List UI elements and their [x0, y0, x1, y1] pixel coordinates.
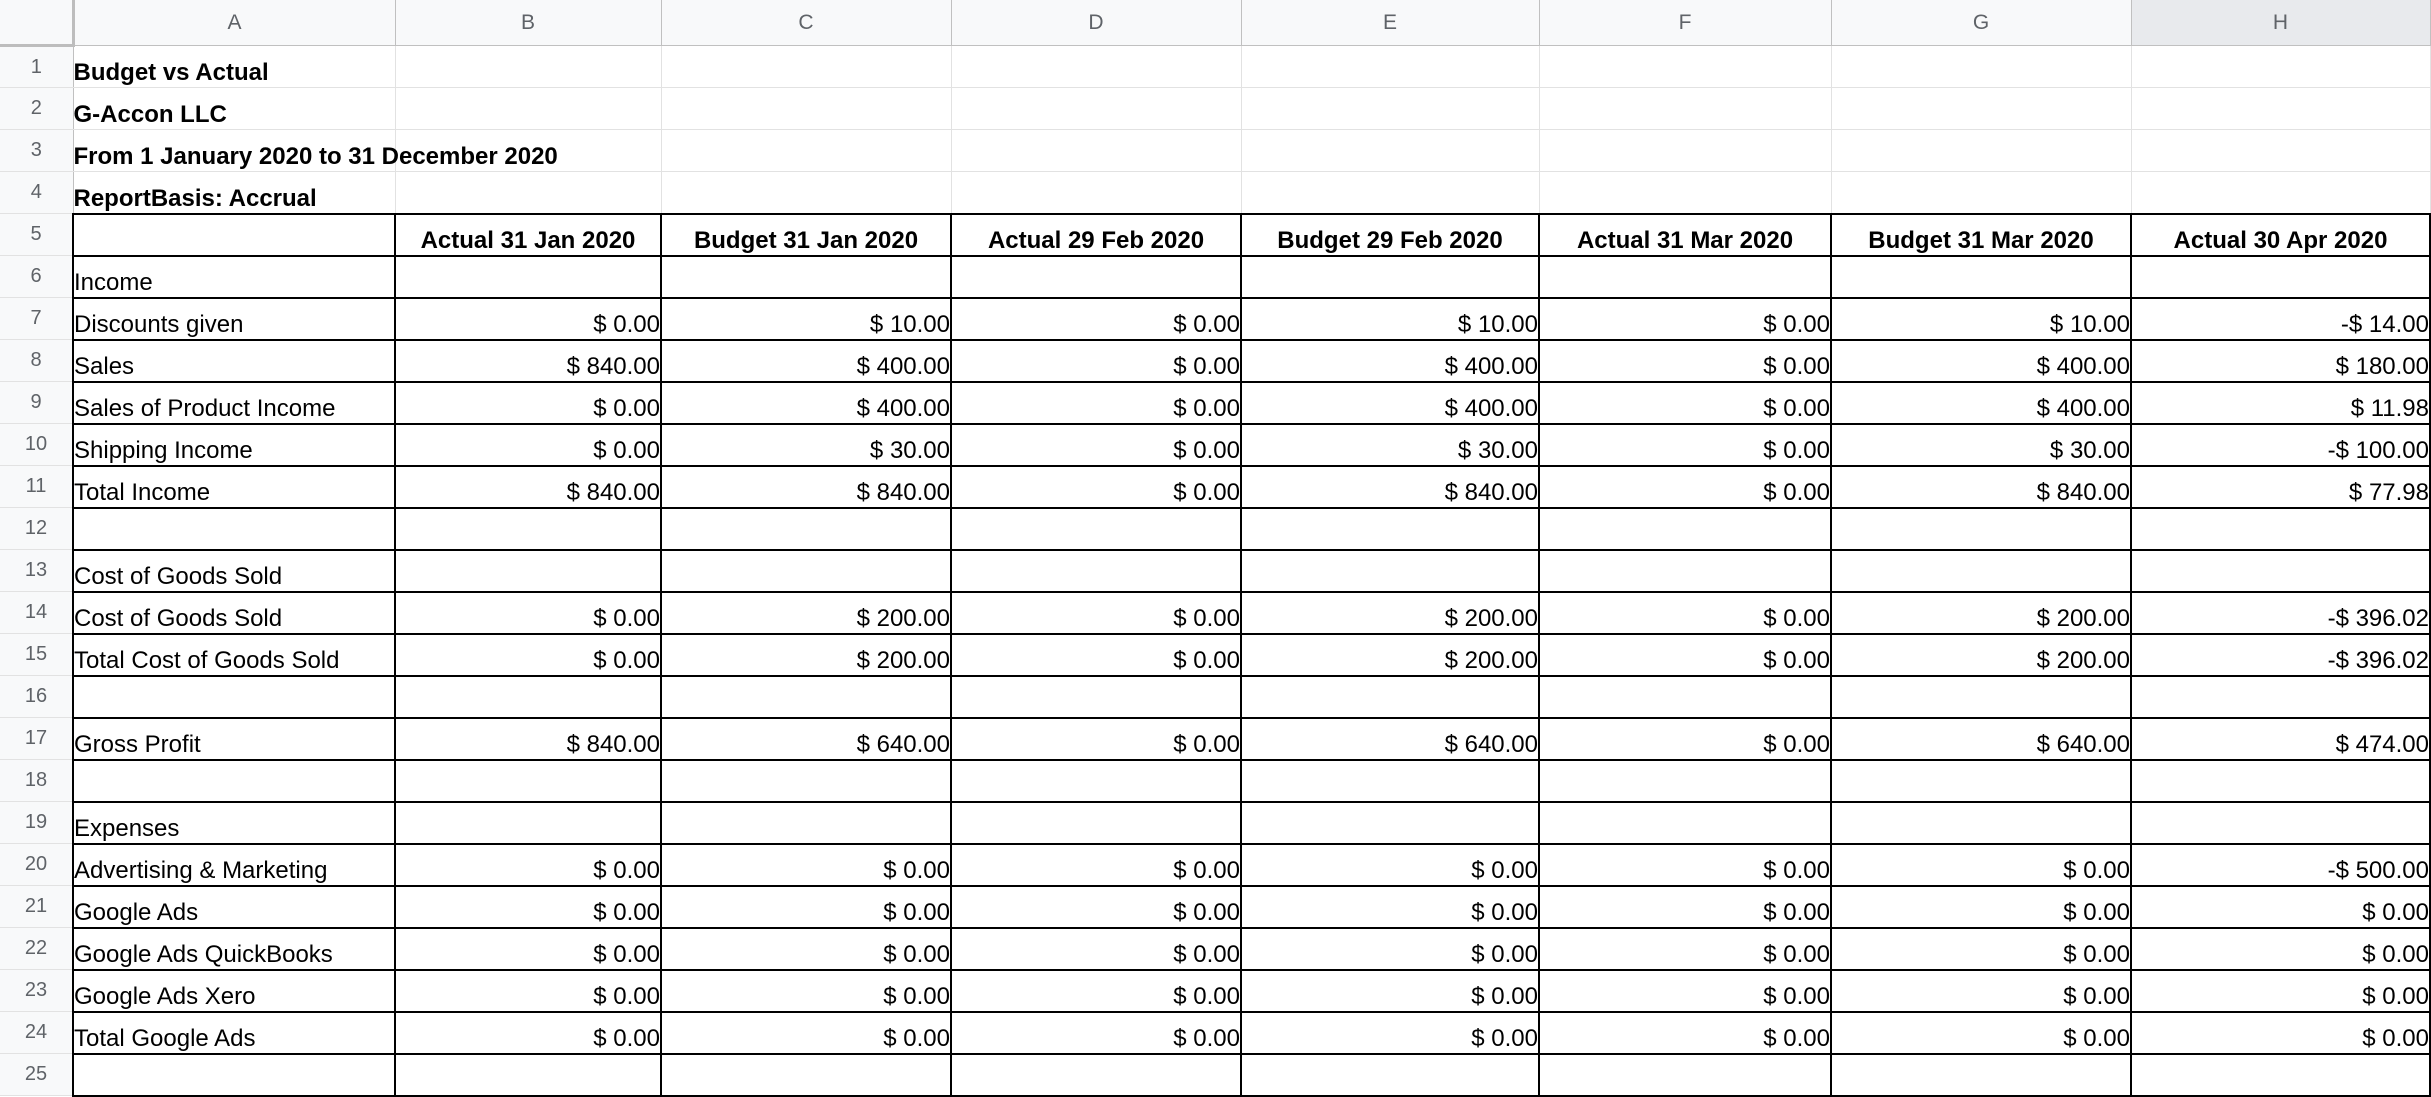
- cell-h18[interactable]: [2131, 760, 2430, 802]
- row-header[interactable]: 25: [0, 1054, 73, 1096]
- cell-a2[interactable]: G-Accon LLC: [73, 88, 395, 130]
- cell-e15[interactable]: $ 200.00: [1241, 634, 1539, 676]
- cell-c8[interactable]: $ 400.00: [661, 340, 951, 382]
- cell-b20[interactable]: $ 0.00: [395, 844, 661, 886]
- table-row: [0, 676, 2430, 718]
- row-header[interactable]: 15: [0, 634, 73, 676]
- cell-e4[interactable]: [1241, 172, 1539, 214]
- cell-a1[interactable]: Budget vs Actual: [73, 46, 395, 88]
- table-row: [0, 172, 2430, 214]
- table-row: [0, 424, 2430, 466]
- table-row: [0, 88, 2430, 130]
- table-row: [0, 214, 2430, 256]
- cell-f21[interactable]: $ 0.00: [1539, 886, 1831, 928]
- cell-a10[interactable]: Shipping Income: [73, 424, 395, 466]
- table-row: [0, 382, 2430, 424]
- cell-h15[interactable]: -$ 396.02: [2131, 634, 2430, 676]
- cell-e14[interactable]: $ 200.00: [1241, 592, 1539, 634]
- row-header[interactable]: 13: [0, 550, 73, 592]
- cell-c17[interactable]: $ 640.00: [661, 718, 951, 760]
- cell-g19[interactable]: [1831, 802, 2131, 844]
- cell-c25[interactable]: [661, 1054, 951, 1096]
- table-row: [0, 508, 2430, 550]
- cell-b18[interactable]: [395, 760, 661, 802]
- cell-h6[interactable]: [2131, 256, 2430, 298]
- cell-f9[interactable]: $ 0.00: [1539, 382, 1831, 424]
- cell-e23[interactable]: $ 0.00: [1241, 970, 1539, 1012]
- cell-a14[interactable]: Cost of Goods Sold: [73, 592, 395, 634]
- row-header[interactable]: 10: [0, 424, 73, 466]
- cell-c15[interactable]: $ 200.00: [661, 634, 951, 676]
- cell-g7[interactable]: $ 10.00: [1831, 298, 2131, 340]
- cell-c7[interactable]: $ 10.00: [661, 298, 951, 340]
- table-row: [0, 928, 2430, 970]
- cell-e8[interactable]: $ 400.00: [1241, 340, 1539, 382]
- cell-f8[interactable]: $ 0.00: [1539, 340, 1831, 382]
- cell-g13[interactable]: [1831, 550, 2131, 592]
- cell-h11[interactable]: $ 77.98: [2131, 466, 2430, 508]
- cell-h19[interactable]: [2131, 802, 2430, 844]
- cell-c18[interactable]: [661, 760, 951, 802]
- column-header-g[interactable]: G: [1831, 0, 2131, 46]
- cell-b15[interactable]: $ 0.00: [395, 634, 661, 676]
- cell-d1[interactable]: [951, 46, 1241, 88]
- row-header[interactable]: 19: [0, 802, 73, 844]
- cell-a11[interactable]: Total Income: [73, 466, 395, 508]
- cell-f10[interactable]: $ 0.00: [1539, 424, 1831, 466]
- cell-c20[interactable]: $ 0.00: [661, 844, 951, 886]
- cell-c16[interactable]: [661, 676, 951, 718]
- cell-c9[interactable]: $ 400.00: [661, 382, 951, 424]
- cell-c12[interactable]: [661, 508, 951, 550]
- cell-e13[interactable]: [1241, 550, 1539, 592]
- table-row: [0, 718, 2430, 760]
- cell-e17[interactable]: $ 640.00: [1241, 718, 1539, 760]
- cell-e20[interactable]: $ 0.00: [1241, 844, 1539, 886]
- table-row: [0, 970, 2430, 1012]
- cell-a13[interactable]: Cost of Goods Sold: [73, 550, 395, 592]
- cell-h2[interactable]: [2131, 88, 2430, 130]
- cell-e5[interactable]: Budget 29 Feb 2020: [1241, 214, 1539, 256]
- cell-d20[interactable]: $ 0.00: [951, 844, 1241, 886]
- cell-a21[interactable]: Google Ads: [73, 886, 395, 928]
- cell-h21[interactable]: $ 0.00: [2131, 886, 2430, 928]
- column-header-row: [0, 0, 2430, 46]
- table-row: [0, 46, 2430, 88]
- cell-h1[interactable]: [2131, 46, 2430, 88]
- select-all-corner[interactable]: [0, 0, 73, 46]
- cell-g2[interactable]: [1831, 88, 2131, 130]
- cell-c24[interactable]: $ 0.00: [661, 1012, 951, 1054]
- cell-c2[interactable]: [661, 88, 951, 130]
- row-header[interactable]: 2: [0, 88, 73, 130]
- table-row: [0, 844, 2430, 886]
- cell-a7[interactable]: Discounts given: [73, 298, 395, 340]
- cell-b14[interactable]: $ 0.00: [395, 592, 661, 634]
- cell-b10[interactable]: $ 0.00: [395, 424, 661, 466]
- row-header[interactable]: 8: [0, 340, 73, 382]
- cell-f3[interactable]: [1539, 130, 1831, 172]
- cell-g8[interactable]: $ 400.00: [1831, 340, 2131, 382]
- table-row: [0, 466, 2430, 508]
- cell-g4[interactable]: [1831, 172, 2131, 214]
- cell-d13[interactable]: [951, 550, 1241, 592]
- cell-f7[interactable]: $ 0.00: [1539, 298, 1831, 340]
- cell-d12[interactable]: [951, 508, 1241, 550]
- cell-c23[interactable]: $ 0.00: [661, 970, 951, 1012]
- cell-h13[interactable]: [2131, 550, 2430, 592]
- cell-e22[interactable]: $ 0.00: [1241, 928, 1539, 970]
- table-row: [0, 634, 2430, 676]
- cell-d11[interactable]: $ 0.00: [951, 466, 1241, 508]
- cell-g17[interactable]: $ 640.00: [1831, 718, 2131, 760]
- cell-d10[interactable]: $ 0.00: [951, 424, 1241, 466]
- cell-a3[interactable]: From 1 January 2020 to 31 December 2020: [73, 130, 395, 172]
- cell-a17[interactable]: Gross Profit: [73, 718, 395, 760]
- table-row: [0, 1012, 2430, 1054]
- cell-e19[interactable]: [1241, 802, 1539, 844]
- row-header[interactable]: 23: [0, 970, 73, 1012]
- cell-b7[interactable]: $ 0.00: [395, 298, 661, 340]
- cell-h10[interactable]: -$ 100.00: [2131, 424, 2430, 466]
- cell-b24[interactable]: $ 0.00: [395, 1012, 661, 1054]
- cell-c14[interactable]: $ 200.00: [661, 592, 951, 634]
- cell-g3[interactable]: [1831, 130, 2131, 172]
- cell-b1[interactable]: [395, 46, 661, 88]
- cell-h9[interactable]: $ 11.98: [2131, 382, 2430, 424]
- cell-c21[interactable]: $ 0.00: [661, 886, 951, 928]
- cell-a22[interactable]: Google Ads QuickBooks: [73, 928, 395, 970]
- table-row: [0, 886, 2430, 928]
- cell-f20[interactable]: $ 0.00: [1539, 844, 1831, 886]
- cell-c10[interactable]: $ 30.00: [661, 424, 951, 466]
- cell-d2[interactable]: [951, 88, 1241, 130]
- cell-d18[interactable]: [951, 760, 1241, 802]
- cell-e18[interactable]: [1241, 760, 1539, 802]
- cell-g25[interactable]: [1831, 1054, 2131, 1096]
- cell-d22[interactable]: $ 0.00: [951, 928, 1241, 970]
- cell-e16[interactable]: [1241, 676, 1539, 718]
- cell-h17[interactable]: $ 474.00: [2131, 718, 2430, 760]
- cell-h14[interactable]: -$ 396.02: [2131, 592, 2430, 634]
- cell-d17[interactable]: $ 0.00: [951, 718, 1241, 760]
- cell-f15[interactable]: $ 0.00: [1539, 634, 1831, 676]
- cell-a18[interactable]: [73, 760, 395, 802]
- cell-b13[interactable]: [395, 550, 661, 592]
- cell-h12[interactable]: [2131, 508, 2430, 550]
- row-header[interactable]: 18: [0, 760, 73, 802]
- cell-d14[interactable]: $ 0.00: [951, 592, 1241, 634]
- cell-b17[interactable]: $ 840.00: [395, 718, 661, 760]
- cell-d25[interactable]: [951, 1054, 1241, 1096]
- cell-f2[interactable]: [1539, 88, 1831, 130]
- row-header[interactable]: 17: [0, 718, 73, 760]
- cell-a16[interactable]: [73, 676, 395, 718]
- cell-h16[interactable]: [2131, 676, 2430, 718]
- cell-f11[interactable]: $ 0.00: [1539, 466, 1831, 508]
- cell-f19[interactable]: [1539, 802, 1831, 844]
- cell-a6[interactable]: Income: [73, 256, 395, 298]
- cell-d21[interactable]: $ 0.00: [951, 886, 1241, 928]
- cell-c11[interactable]: $ 840.00: [661, 466, 951, 508]
- cell-f5[interactable]: Actual 31 Mar 2020: [1539, 214, 1831, 256]
- cell-a12[interactable]: [73, 508, 395, 550]
- cell-b23[interactable]: $ 0.00: [395, 970, 661, 1012]
- cell-d7[interactable]: $ 0.00: [951, 298, 1241, 340]
- cell-c3[interactable]: [661, 130, 951, 172]
- cell-f13[interactable]: [1539, 550, 1831, 592]
- column-header-e[interactable]: E: [1241, 0, 1539, 46]
- cell-g21[interactable]: $ 0.00: [1831, 886, 2131, 928]
- row-header[interactable]: 5: [0, 214, 73, 256]
- cell-a4[interactable]: ReportBasis: Accrual: [73, 172, 395, 214]
- cell-h20[interactable]: -$ 500.00: [2131, 844, 2430, 886]
- table-row: [0, 1054, 2430, 1096]
- cell-f23[interactable]: $ 0.00: [1539, 970, 1831, 1012]
- cell-c1[interactable]: [661, 46, 951, 88]
- cell-b5[interactable]: Actual 31 Jan 2020: [395, 214, 661, 256]
- cell-b2[interactable]: [395, 88, 661, 130]
- cell-d5[interactable]: Actual 29 Feb 2020: [951, 214, 1241, 256]
- column-header-b[interactable]: B: [395, 0, 661, 46]
- cell-e11[interactable]: $ 840.00: [1241, 466, 1539, 508]
- row-header[interactable]: 21: [0, 886, 73, 928]
- cell-h8[interactable]: $ 180.00: [2131, 340, 2430, 382]
- column-header-f[interactable]: F: [1539, 0, 1831, 46]
- cell-c4[interactable]: [661, 172, 951, 214]
- cell-a8[interactable]: Sales: [73, 340, 395, 382]
- cell-g1[interactable]: [1831, 46, 2131, 88]
- cell-d9[interactable]: $ 0.00: [951, 382, 1241, 424]
- cell-a19[interactable]: Expenses: [73, 802, 395, 844]
- row-header[interactable]: 20: [0, 844, 73, 886]
- cell-e9[interactable]: $ 400.00: [1241, 382, 1539, 424]
- cell-g10[interactable]: $ 30.00: [1831, 424, 2131, 466]
- cell-e21[interactable]: $ 0.00: [1241, 886, 1539, 928]
- row-header[interactable]: 22: [0, 928, 73, 970]
- cell-d3[interactable]: [951, 130, 1241, 172]
- row-header[interactable]: 1: [0, 46, 73, 88]
- table-row: [0, 550, 2430, 592]
- cell-h5[interactable]: Actual 30 Apr 2020: [2131, 214, 2430, 256]
- cell-f17[interactable]: $ 0.00: [1539, 718, 1831, 760]
- table-row: [0, 340, 2430, 382]
- cell-e7[interactable]: $ 10.00: [1241, 298, 1539, 340]
- cell-d6[interactable]: [951, 256, 1241, 298]
- cell-e25[interactable]: [1241, 1054, 1539, 1096]
- cell-f24[interactable]: $ 0.00: [1539, 1012, 1831, 1054]
- cell-d19[interactable]: [951, 802, 1241, 844]
- cell-f14[interactable]: $ 0.00: [1539, 592, 1831, 634]
- cell-g23[interactable]: $ 0.00: [1831, 970, 2131, 1012]
- cell-g12[interactable]: [1831, 508, 2131, 550]
- row-header[interactable]: 16: [0, 676, 73, 718]
- cell-c22[interactable]: $ 0.00: [661, 928, 951, 970]
- cell-d16[interactable]: [951, 676, 1241, 718]
- cell-e10[interactable]: $ 30.00: [1241, 424, 1539, 466]
- table-row: [0, 592, 2430, 634]
- cell-a9[interactable]: Sales of Product Income: [73, 382, 395, 424]
- table-row: [0, 298, 2430, 340]
- column-header-h[interactable]: H: [2131, 0, 2430, 46]
- cell-h7[interactable]: -$ 14.00: [2131, 298, 2430, 340]
- cell-f12[interactable]: [1539, 508, 1831, 550]
- cell-h23[interactable]: $ 0.00: [2131, 970, 2430, 1012]
- row-header[interactable]: 11: [0, 466, 73, 508]
- cell-g16[interactable]: [1831, 676, 2131, 718]
- column-header-d[interactable]: D: [951, 0, 1241, 46]
- column-header-a[interactable]: A: [73, 0, 395, 46]
- table-row: [0, 760, 2430, 802]
- cell-g14[interactable]: $ 200.00: [1831, 592, 2131, 634]
- cell-a20[interactable]: Advertising & Marketing: [73, 844, 395, 886]
- row-header[interactable]: 12: [0, 508, 73, 550]
- cell-b25[interactable]: [395, 1054, 661, 1096]
- cell-f6[interactable]: [1539, 256, 1831, 298]
- cell-h3[interactable]: [2131, 130, 2430, 172]
- cell-b16[interactable]: [395, 676, 661, 718]
- cell-a25[interactable]: [73, 1054, 395, 1096]
- cell-g20[interactable]: $ 0.00: [1831, 844, 2131, 886]
- cell-b21[interactable]: $ 0.00: [395, 886, 661, 928]
- cell-b4[interactable]: [395, 172, 661, 214]
- cell-g18[interactable]: [1831, 760, 2131, 802]
- cell-d15[interactable]: $ 0.00: [951, 634, 1241, 676]
- cell-g15[interactable]: $ 200.00: [1831, 634, 2131, 676]
- cell-h22[interactable]: $ 0.00: [2131, 928, 2430, 970]
- cell-d4[interactable]: [951, 172, 1241, 214]
- cell-e6[interactable]: [1241, 256, 1539, 298]
- cell-f18[interactable]: [1539, 760, 1831, 802]
- row-header[interactable]: 24: [0, 1012, 73, 1054]
- cell-f25[interactable]: [1539, 1054, 1831, 1096]
- cell-e3[interactable]: [1241, 130, 1539, 172]
- cell-h25[interactable]: [2131, 1054, 2430, 1096]
- cell-a24[interactable]: Total Google Ads: [73, 1012, 395, 1054]
- cell-b8[interactable]: $ 840.00: [395, 340, 661, 382]
- row-header[interactable]: 3: [0, 130, 73, 172]
- cell-f1[interactable]: [1539, 46, 1831, 88]
- table-row: [0, 130, 2430, 172]
- cell-g11[interactable]: $ 840.00: [1831, 466, 2131, 508]
- cell-a5[interactable]: [73, 214, 395, 256]
- cell-b6[interactable]: [395, 256, 661, 298]
- cell-b11[interactable]: $ 840.00: [395, 466, 661, 508]
- cell-f22[interactable]: $ 0.00: [1539, 928, 1831, 970]
- cell-h24[interactable]: $ 0.00: [2131, 1012, 2430, 1054]
- cell-c19[interactable]: [661, 802, 951, 844]
- column-header-c[interactable]: C: [661, 0, 951, 46]
- cell-a15[interactable]: Total Cost of Goods Sold: [73, 634, 395, 676]
- cell-f4[interactable]: [1539, 172, 1831, 214]
- cell-g6[interactable]: [1831, 256, 2131, 298]
- cell-c6[interactable]: [661, 256, 951, 298]
- cell-e1[interactable]: [1241, 46, 1539, 88]
- row-header[interactable]: 4: [0, 172, 73, 214]
- cell-d24[interactable]: $ 0.00: [951, 1012, 1241, 1054]
- row-header[interactable]: 6: [0, 256, 73, 298]
- cell-b19[interactable]: [395, 802, 661, 844]
- cell-f16[interactable]: [1539, 676, 1831, 718]
- table-row: [0, 256, 2430, 298]
- cell-g5[interactable]: Budget 31 Mar 2020: [1831, 214, 2131, 256]
- cell-b9[interactable]: $ 0.00: [395, 382, 661, 424]
- row-header[interactable]: 7: [0, 298, 73, 340]
- cell-a23[interactable]: Google Ads Xero: [73, 970, 395, 1012]
- cell-d23[interactable]: $ 0.00: [951, 970, 1241, 1012]
- cell-g24[interactable]: $ 0.00: [1831, 1012, 2131, 1054]
- cell-c5[interactable]: Budget 31 Jan 2020: [661, 214, 951, 256]
- cell-h4[interactable]: [2131, 172, 2430, 214]
- row-header[interactable]: 14: [0, 592, 73, 634]
- cell-g22[interactable]: $ 0.00: [1831, 928, 2131, 970]
- cell-b12[interactable]: [395, 508, 661, 550]
- cell-e2[interactable]: [1241, 88, 1539, 130]
- cell-g9[interactable]: $ 400.00: [1831, 382, 2131, 424]
- cell-b22[interactable]: $ 0.00: [395, 928, 661, 970]
- cell-c13[interactable]: [661, 550, 951, 592]
- cell-e24[interactable]: $ 0.00: [1241, 1012, 1539, 1054]
- row-header[interactable]: 9: [0, 382, 73, 424]
- cell-d8[interactable]: $ 0.00: [951, 340, 1241, 382]
- cell-e12[interactable]: [1241, 508, 1539, 550]
- table-row: [0, 802, 2430, 844]
